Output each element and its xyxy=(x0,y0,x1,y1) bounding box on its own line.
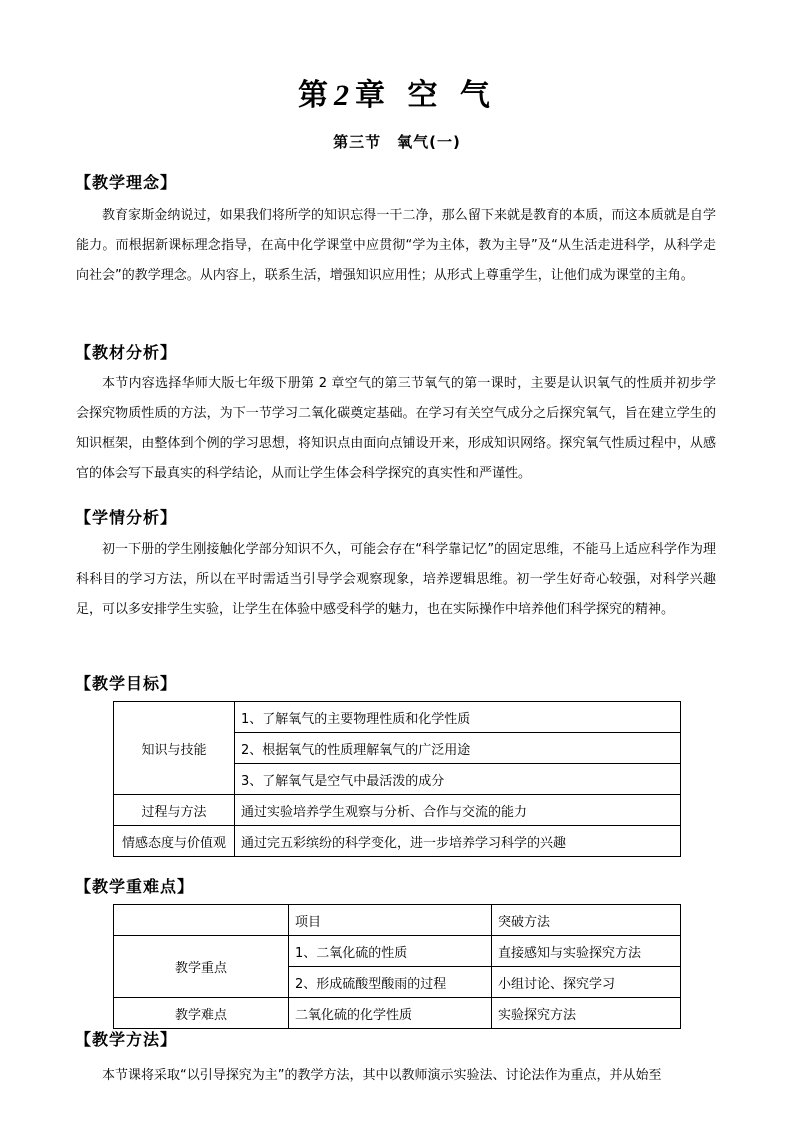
key-point-label: 教学重点 xyxy=(114,936,289,998)
table-header-empty xyxy=(114,905,289,936)
section-label: 第三节 xyxy=(333,133,382,151)
method-heading: 【教学方法】 xyxy=(75,1030,178,1049)
table-row xyxy=(114,998,681,1029)
key-point-method: 小组讨论、探究学习 xyxy=(492,967,681,998)
students-heading: 【学情分析】 xyxy=(75,508,178,527)
difficulty-item: 二氧化硫的化学性质 xyxy=(289,998,492,1029)
knowledge-item: 2、根据氧气的性质理解氧气的广泛用途 xyxy=(235,733,681,764)
process-label: 过程与方法 xyxy=(114,795,235,826)
material-heading: 【教材分析】 xyxy=(75,343,178,362)
method-paragraph: 本节课将采取“以引导探究为主”的教学方法，其中以教师演示实验法、讨论法作为重点，并从始至 xyxy=(102,1068,662,1083)
table-row xyxy=(114,795,681,826)
table-header-method: 突破方法 xyxy=(492,905,681,936)
emotion-text: 通过完五彩缤纷的科学变化，进一步培养学习科学的兴趣 xyxy=(235,826,681,857)
table-row xyxy=(114,702,681,733)
section-title xyxy=(0,131,794,152)
key-point-item: 1、二氧化硫的性质 xyxy=(289,936,492,967)
section-name: 氧气(一) xyxy=(397,133,461,151)
focus-table xyxy=(113,904,681,1029)
chapter-title xyxy=(0,70,794,114)
emotion-label: 情感态度与价值观 xyxy=(114,826,235,857)
key-point-item: 2、形成硫酸型酸雨的过程 xyxy=(289,967,492,998)
chapter-suffix: 章 空 气 xyxy=(355,78,496,113)
difficulty-method: 实验探究方法 xyxy=(492,998,681,1029)
key-point-method: 直接感知与实验探究方法 xyxy=(492,936,681,967)
focus-heading: 【教学重难点】 xyxy=(75,877,195,896)
table-row xyxy=(114,905,681,936)
goals-heading: 【教学目标】 xyxy=(75,674,178,693)
table-row xyxy=(114,936,681,967)
philosophy-heading: 【教学理念】 xyxy=(75,173,178,192)
knowledge-item: 1、了解氧气的主要物理性质和化学性质 xyxy=(235,702,681,733)
material-paragraph: 本节内容选择华师大版七年级下册第 2 章空气的第三节氧气的第一课时，主要是认识氧气的性质并初步学会探究物质性质的方法，为下一节学习二氧化碳奠定基础。在学习有关空气成分之后探究氧气，旨在建立学生的知识框架，由整体到个例的学习思想，将知识点由面向点铺设开来，形成知识网络。探究氧气性质过程中，从感官的体会写下最真实的科学结论，从而让学生体会科学探究的真实性和严谨性。 xyxy=(76,376,716,481)
table-header-item: 项目 xyxy=(289,905,492,936)
knowledge-label: 知识与技能 xyxy=(114,702,235,795)
table-row xyxy=(114,826,681,857)
process-text: 通过实验培养学生观察与分析、合作与交流的能力 xyxy=(235,795,681,826)
difficulty-label: 教学难点 xyxy=(114,998,289,1029)
students-paragraph: 初一下册的学生刚接触化学部分知识不久，可能会存在“科学靠记忆”的固定思维，不能马上适应科学作为理科科目的学习方法，所以在平时需适当引导学会观察现象，培养逻辑思维。初一学生好奇心较强，对科学兴趣足，可以多安排学生实验，让学生在体验中感受科学的魅力，也在实际操作中培养他们科学探究的精神。 xyxy=(76,542,716,617)
goals-table xyxy=(113,701,681,857)
philosophy-paragraph: 教育家斯金纳说过，如果我们将所学的知识忘得一干二净，那么留下来就是教育的本质，而这本质就是自学能力。而根据新课标理念指导，在高中化学课堂中应贯彻“学为主体，教为主导”及“从生活走进科学，从科学走向社会”的教学理念。从内容上，联系生活，增强知识应用性；从形式上尊重学生，让他们成为课堂的主角。 xyxy=(76,208,716,283)
chapter-number: 2 xyxy=(334,79,356,112)
knowledge-item: 3、了解氧气是空气中最活泼的成分 xyxy=(235,764,681,795)
chapter-prefix: 第 xyxy=(298,78,335,113)
